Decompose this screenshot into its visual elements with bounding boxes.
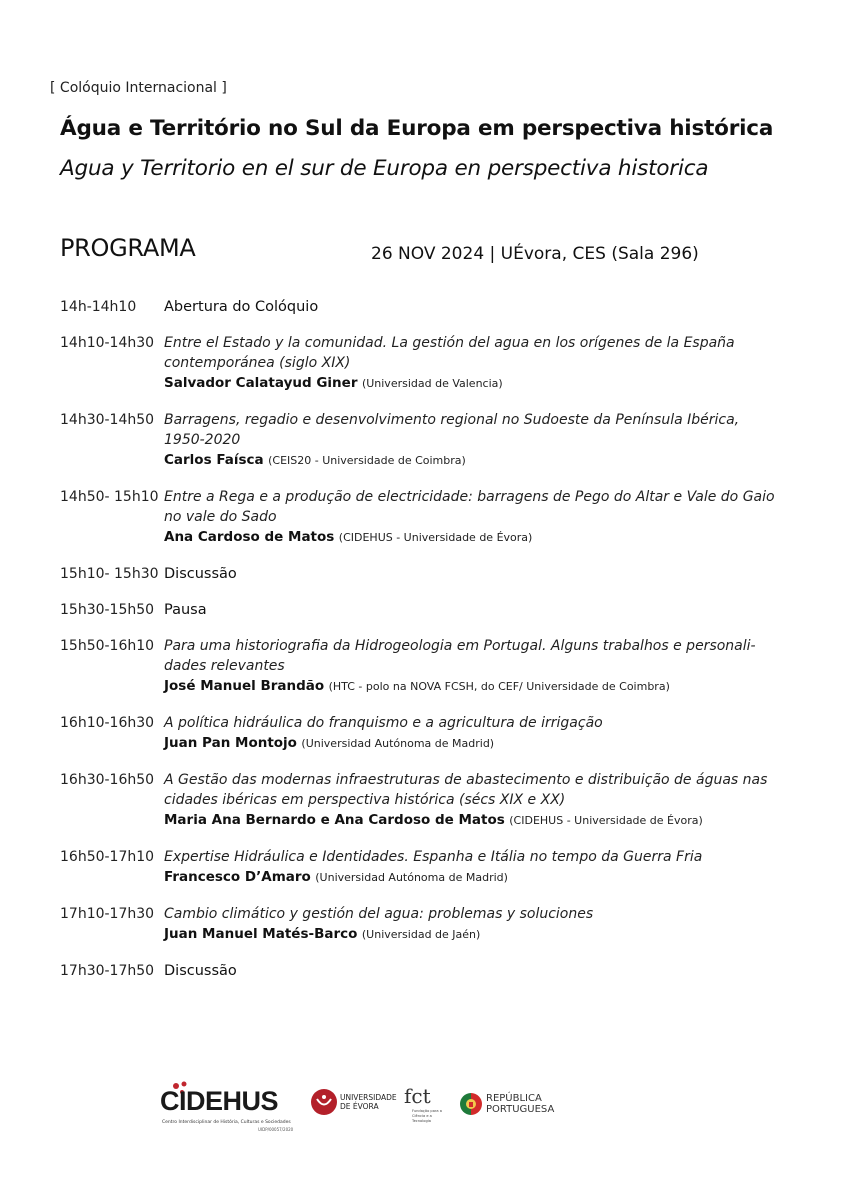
schedule-content xyxy=(164,713,780,754)
schedule-row xyxy=(60,713,780,754)
schedule-time: 17h30-17h50 xyxy=(60,963,155,979)
schedule-content xyxy=(164,770,780,831)
title-portuguese: Água e Território no Sul da Europa em perspectiva histórica xyxy=(60,116,774,141)
cidehus-subtitle: Centro Interdisciplinar de História, Culturas e Sociedades xyxy=(162,1120,291,1125)
schedule-time: 15h50-16h10 xyxy=(60,638,155,654)
talk-title: A Gestão das modernas infraestruturas de abastecimento e distribuição de águas nas cidades ibéricas em perspectiva histórica (sécs XIX e XX) xyxy=(164,772,768,808)
speaker-name: Francesco D’Amaro xyxy=(164,869,311,885)
schedule-content xyxy=(164,333,780,394)
portugal-emblem-icon xyxy=(460,1092,482,1116)
schedule-row xyxy=(60,297,780,317)
schedule-time: 17h10-17h30 xyxy=(60,906,155,922)
cidehus-logo xyxy=(160,1080,300,1135)
talk-title: Entre el Estado y la comunidad. La gestión del agua en los orígenes de la España contemporánea (siglo XIX) xyxy=(164,335,735,371)
event-kicker: [ Colóquio Internacional ] xyxy=(50,80,227,96)
schedule-content xyxy=(164,847,780,888)
schedule-time: 14h10-14h30 xyxy=(60,335,155,351)
schedule-content xyxy=(164,636,780,697)
speaker-affiliation: (CIDEHUS - Universidade de Évora) xyxy=(338,531,533,544)
session-label: Abertura do Colóquio xyxy=(164,299,319,315)
schedule-list xyxy=(60,297,780,997)
schedule-content xyxy=(164,904,780,945)
schedule-content xyxy=(164,487,780,548)
speaker-affiliation: (CIDEHUS - Universidade de Évora) xyxy=(509,814,703,827)
talk-title: Barragens, regadio e desenvolvimento regional no Sudoeste da Península Ibérica, 1950-2020 xyxy=(164,412,740,448)
speaker-affiliation: (Universidad de Jaén) xyxy=(361,928,481,941)
schedule-row xyxy=(60,487,780,548)
session-label: Discussão xyxy=(164,963,237,979)
fct-subtitle: Fundação para a Ciência e a Tecnologia xyxy=(412,1109,442,1123)
uevora-logo xyxy=(310,1086,400,1122)
speaker-name: José Manuel Brandão xyxy=(164,678,325,694)
schedule-content xyxy=(164,600,780,620)
schedule-time: 14h-14h10 xyxy=(60,299,137,315)
sponsor-logos xyxy=(160,1080,580,1140)
schedule-time: 15h30-15h50 xyxy=(60,602,155,618)
talk-title: Para uma historiografia da Hidrogeologia em Portugal. Alguns trabalhos e personali-dades relevantes xyxy=(164,638,756,674)
schedule-row xyxy=(60,600,780,620)
speaker-name: Salvador Calatayud Giner xyxy=(164,375,358,391)
session-label: Pausa xyxy=(164,602,207,618)
talk-title: Expertise Hidráulica e Identidades. Espanha e Itália no tempo da Guerra Fria xyxy=(164,849,703,865)
talk-title: Cambio climático y gestión del agua: problemas y soluciones xyxy=(164,906,594,922)
schedule-time: 14h30-14h50 xyxy=(60,412,155,428)
schedule-row xyxy=(60,410,780,471)
schedule-row xyxy=(60,904,780,945)
programa-heading: PROGRAMA xyxy=(60,234,196,262)
schedule-row xyxy=(60,636,780,697)
rp-wordmark: REPÚBLICA PORTUGUESA xyxy=(486,1093,555,1115)
schedule-row xyxy=(60,564,780,584)
schedule-content xyxy=(164,410,780,471)
speaker-name: Carlos Faísca xyxy=(164,452,264,468)
schedule-row xyxy=(60,770,780,831)
uevora-wordmark: UNIVERSIDADE DE ÉVORA xyxy=(340,1093,397,1111)
schedule-time: 15h10- 15h30 xyxy=(60,566,159,582)
schedule-content xyxy=(164,961,780,981)
talk-title: A política hidráulica do franquismo e a agricultura de irrigação xyxy=(164,715,603,731)
schedule-time: 14h50- 15h10 xyxy=(60,489,159,505)
republica-portuguesa-logo xyxy=(460,1088,570,1124)
speaker-affiliation: (CEIS20 - Universidade de Coimbra) xyxy=(268,454,466,467)
uevora-seal-icon xyxy=(310,1088,338,1116)
schedule-content xyxy=(164,564,780,584)
talk-title: Entre a Rega e a produção de electricidade: barragens de Pego do Altar e Vale do Gaio no vale do Sado xyxy=(164,489,775,525)
schedule-time: 16h10-16h30 xyxy=(60,715,155,731)
speaker-name: Juan Pan Montojo xyxy=(164,735,297,751)
speaker-name: Ana Cardoso de Matos xyxy=(164,529,335,545)
schedule-time: 16h50-17h10 xyxy=(60,849,155,865)
schedule-row xyxy=(60,333,780,394)
cidehus-code: UIDP/00057/2020 xyxy=(258,1127,294,1132)
schedule-row xyxy=(60,847,780,888)
schedule-content xyxy=(164,297,780,317)
schedule-time: 16h30-16h50 xyxy=(60,772,155,788)
speaker-affiliation: (Universidad Autónoma de Madrid) xyxy=(315,871,508,884)
title-spanish: Agua y Territorio en el sur de Europa en perspectiva historica xyxy=(60,156,709,181)
speaker-affiliation: (Universidad de Valencia) xyxy=(361,377,503,390)
speaker-name: Juan Manuel Matés-Barco xyxy=(164,926,358,942)
fct-logo xyxy=(404,1084,454,1130)
cidehus-wordmark: CIDEHUS xyxy=(160,1086,279,1116)
speaker-name: Maria Ana Bernardo e Ana Cardoso de Matos xyxy=(164,812,505,828)
date-and-venue: 26 NOV 2024 | UÉvora, CES (Sala 296) xyxy=(371,244,699,264)
speaker-affiliation: (Universidad Autónoma de Madrid) xyxy=(301,737,495,750)
speaker-affiliation: (HTC - polo na NOVA FCSH, do CEF/ Universidade de Coimbra) xyxy=(328,680,670,693)
schedule-row xyxy=(60,961,780,981)
session-label: Discussão xyxy=(164,566,237,582)
fct-wordmark: fct xyxy=(404,1084,431,1108)
